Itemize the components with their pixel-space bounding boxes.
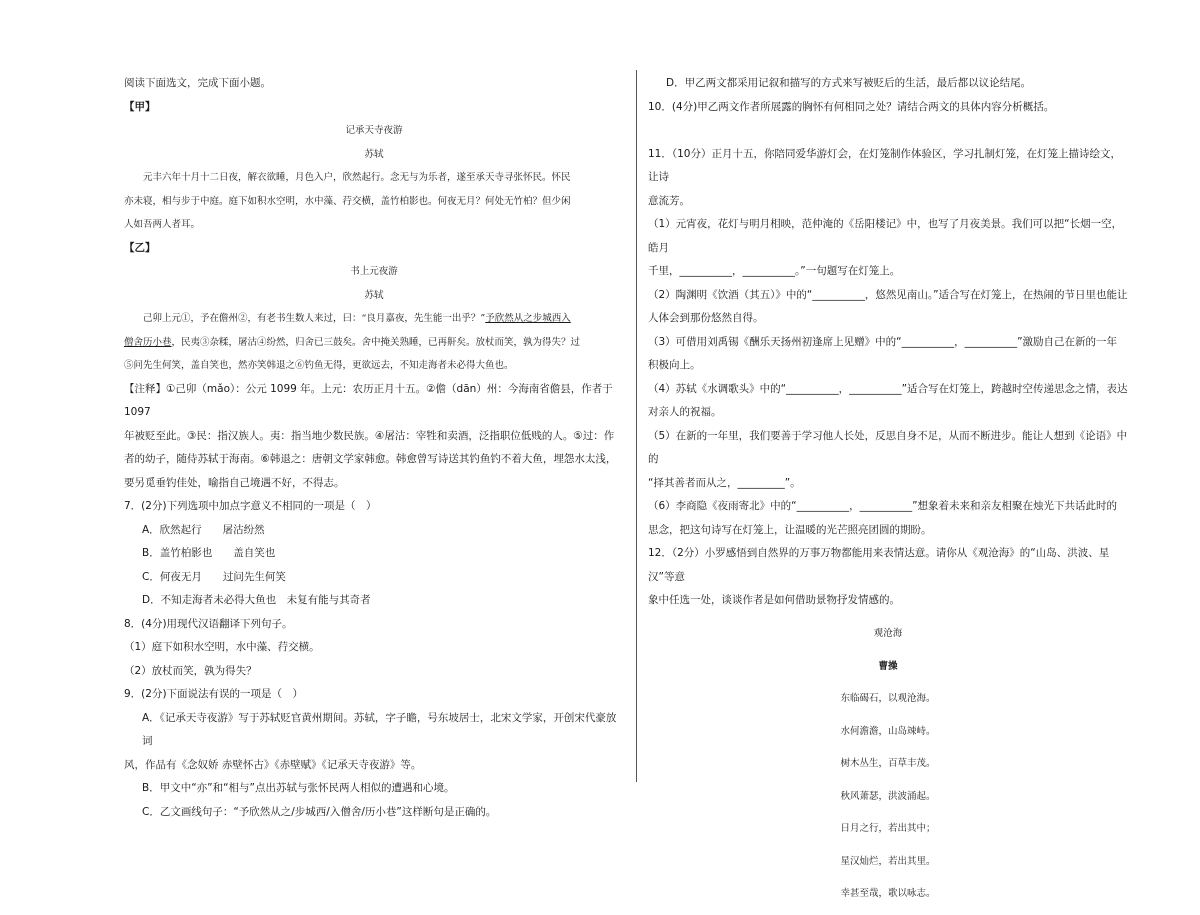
answer-space-q10 [648, 119, 1128, 143]
column-divider [636, 70, 637, 782]
question-9: 9．(2分)下面说法有误的一项是（ ） [124, 688, 304, 700]
q9-option-c: C．乙文画线句子：“予欣然从之/步城西/入僧舍/历小巷”这样断句是正确的。 [142, 805, 497, 818]
q11-sub-3-line-2: 积极向上。 [648, 359, 701, 371]
q7-option-b: B．盖竹柏影也 盖自笑也 [142, 547, 276, 559]
question-10: 10．(4分)甲乙两文作者所展露的胸怀有何相同之处？请结合两文的具体内容分析概括。 [648, 100, 1055, 113]
poem-line: 日月之行，若出其中； [840, 823, 936, 834]
q11-sub-6-line-1: （6）李商隐《夜雨寄北》中的“__________，__________”想象着未来和亲友相聚在烛光下共话此时的 [648, 500, 1118, 512]
q11-sub-3-line-1: （3）可借用刘禹锡《酬乐天扬州初逢席上见赠》中的“__________，__________”激励自己在新的一年 [648, 335, 1118, 348]
yi-label: 【乙】 [124, 241, 156, 254]
q11-sub-4-line-1: （4）苏轼《水调歌头》中的“__________，__________”适合写在灯笼上，跨越时空传递思念之情，表达 [648, 382, 1128, 395]
q7-option-c: C．何夜无月 过问先生何笑 [142, 570, 286, 583]
yi-line-2 [124, 331, 624, 355]
poem-line: 树木丛生，百草丰茂。 [840, 758, 936, 769]
q9-option-a-line-1: A．《记承天寺夜游》写于苏轼贬官黄州期间。苏轼，字子瞻，号东坡居士，北宋文学家，开创宋代豪放词 [142, 711, 617, 747]
right-column [648, 72, 1128, 915]
jia-line-3: 人如吾两人者耳。 [124, 219, 201, 230]
jia-line-2: 亦未寝，相与步于中庭。庭下如积水空明，水中藻、荇交横，盖竹柏影也。何夜无月？何处无竹柏？但少闲 [124, 195, 571, 207]
q11-sub-2-line-2: 人体会到那份悠然自得。 [648, 312, 764, 324]
q9-option-b: B．甲文中“亦”和“相与”点出苏轼与张怀民两人相似的遭遇和心境。 [142, 782, 455, 794]
jia-line-1: 元丰六年十月十二日夜，解衣欲睡，月色入户，欣然起行。念无与为乐者，遂至承天寺寻张怀民。怀民 [143, 172, 571, 183]
q11-sub-1-line-2: 千里，__________，__________。”一句题写在灯笼上。 [648, 265, 901, 277]
poem-line: 星汉灿烂，若出其里。 [840, 855, 936, 867]
q8-item-2: （2）放杖而笑，孰为得失？ [124, 664, 257, 677]
q11-sub-2-line-1: （2）陶渊明《饮酒（其五）》中的“__________，悠然见南山。”适合写在灯笼上，在热闹的节日里也能让 [648, 288, 1128, 301]
underlined-sentence-b: 僧舍历小巷 [124, 336, 172, 348]
note-line-4: 要另觅垂钓佳处，喻指自己境遇不好，不得志。 [124, 476, 345, 489]
q7-option-a: A．欣然起行 屠沽纷然 [142, 523, 265, 536]
note-line-3: 者的幼子，随侍苏轼于海南。⑥韩退之：唐朝文学家韩愈。韩愈曾写诗送其钓鱼钓不着大鱼，埋怨水太浅， [124, 453, 617, 465]
question-11-line-1: 11．（10分）正月十五，你陪同爱华游灯会，在灯笼制作体验区，学习扎制灯笼，在灯笼上描诗绘文，让诗 [648, 147, 1121, 183]
note-line-1: 【注释】①己卯（mǎo）：公元 1099 年。上元：农历正月十五。②儋（dān）州：今海南省儋县，作者于 1097 [124, 382, 613, 418]
question-8: 8．(4分)用现代汉语翻译下列句子。 [124, 617, 293, 630]
question-12-line-1: 12．（2分）小罗感悟到自然界的万事万物都能用来表情达意。请你从《观沧海》的“山岛、洪波、星汉”等意 [648, 547, 1110, 583]
left-column [124, 72, 624, 824]
poem-line: 东临碣石，以观沧海。 [840, 693, 936, 704]
yi-line-1 [124, 307, 624, 331]
q7-option-d: D．不知走海者未必得大鱼也 未复有能与其奇者 [142, 594, 371, 606]
yi-author: 苏轼 [364, 289, 384, 301]
intro-text: 阅读下面选文，完成下面小题。 [124, 77, 271, 89]
jia-title: 记承天寺夜游 [345, 125, 403, 136]
question-7: 7．(2分)下列选项中加点字意义不相同的一项是（ ） [124, 500, 377, 512]
poem-line: 秋风萧瑟，洪波涌起。 [840, 790, 936, 802]
jia-author: 苏轼 [364, 148, 384, 160]
poem-title: 观沧海 [873, 628, 903, 639]
poem-line: 幸甚至哉，歌以咏志。 [840, 888, 936, 899]
q11-sub-5-line-2: “择其善者而从之，_________”。 [648, 476, 801, 489]
poem-author: 曹操 [878, 660, 898, 672]
yi-line-3: ⑤问先生何笑，盖自笑也，然亦笑韩退之⑥钓鱼无得，更欲远去，不知走海者未必得大鱼也。 [124, 360, 514, 371]
question-11-line-2: 意流芳。 [648, 194, 690, 207]
note-line-2: 年被贬至此。③民：指汉族人。夷：指当地少数民族。④屠沽：宰牲和卖酒，泛指职位低贱的人。⑤过：作 [124, 429, 615, 442]
yi-line-2-b: ，民夷③杂糅，屠沽④纷然，归舍已三鼓矣。舍中掩关熟睡，已再鼾矣。放杖而笑，孰为得失？过 [171, 336, 581, 348]
jia-label: 【甲】 [124, 100, 156, 113]
poem-line: 水何澹澹，山岛竦峙。 [840, 725, 936, 737]
q8-item-1: （1）庭下如积水空明，水中藻、荇交横。 [124, 641, 320, 653]
underlined-sentence-a: 予欣然从之步城西入 [485, 313, 571, 324]
yi-title: 书上元夜游 [350, 266, 398, 277]
yi-line-1-a: 己卯上元①，予在儋州②，有老书生数人来过，曰：“良月嘉夜，先生能一出乎？” [143, 313, 486, 324]
q11-sub-1-line-1: （1）元宵夜，花灯与明月相映，范仲淹的《岳阳楼记》中，也写了月夜美景。我们可以把“长烟一空，皓月 [648, 218, 1123, 254]
q11-sub-5-line-1: （5）在新的一年里，我们要善于学习他人长处，反思自身不足，从而不断进步。能让人想到《论语》中的 [648, 429, 1128, 465]
q11-sub-6-line-2: 思念，把这句诗写在灯笼上，让温暖的光芒照亮团圆的期盼。 [648, 523, 932, 536]
question-12-line-2: 象中任选一处，谈谈作者是如何借助景物抒发情感的。 [648, 594, 900, 606]
q11-sub-4-line-2: 对亲人的祝福。 [648, 406, 722, 418]
q9-option-d: D．甲乙两文都采用记叙和描写的方式来写被贬后的生活，最后都以议论结尾。 [666, 77, 1032, 89]
q9-option-a-line-2: 风，作品有《念奴娇 赤壁怀古》《赤壁赋》《记承天寺夜游》等。 [124, 758, 422, 771]
